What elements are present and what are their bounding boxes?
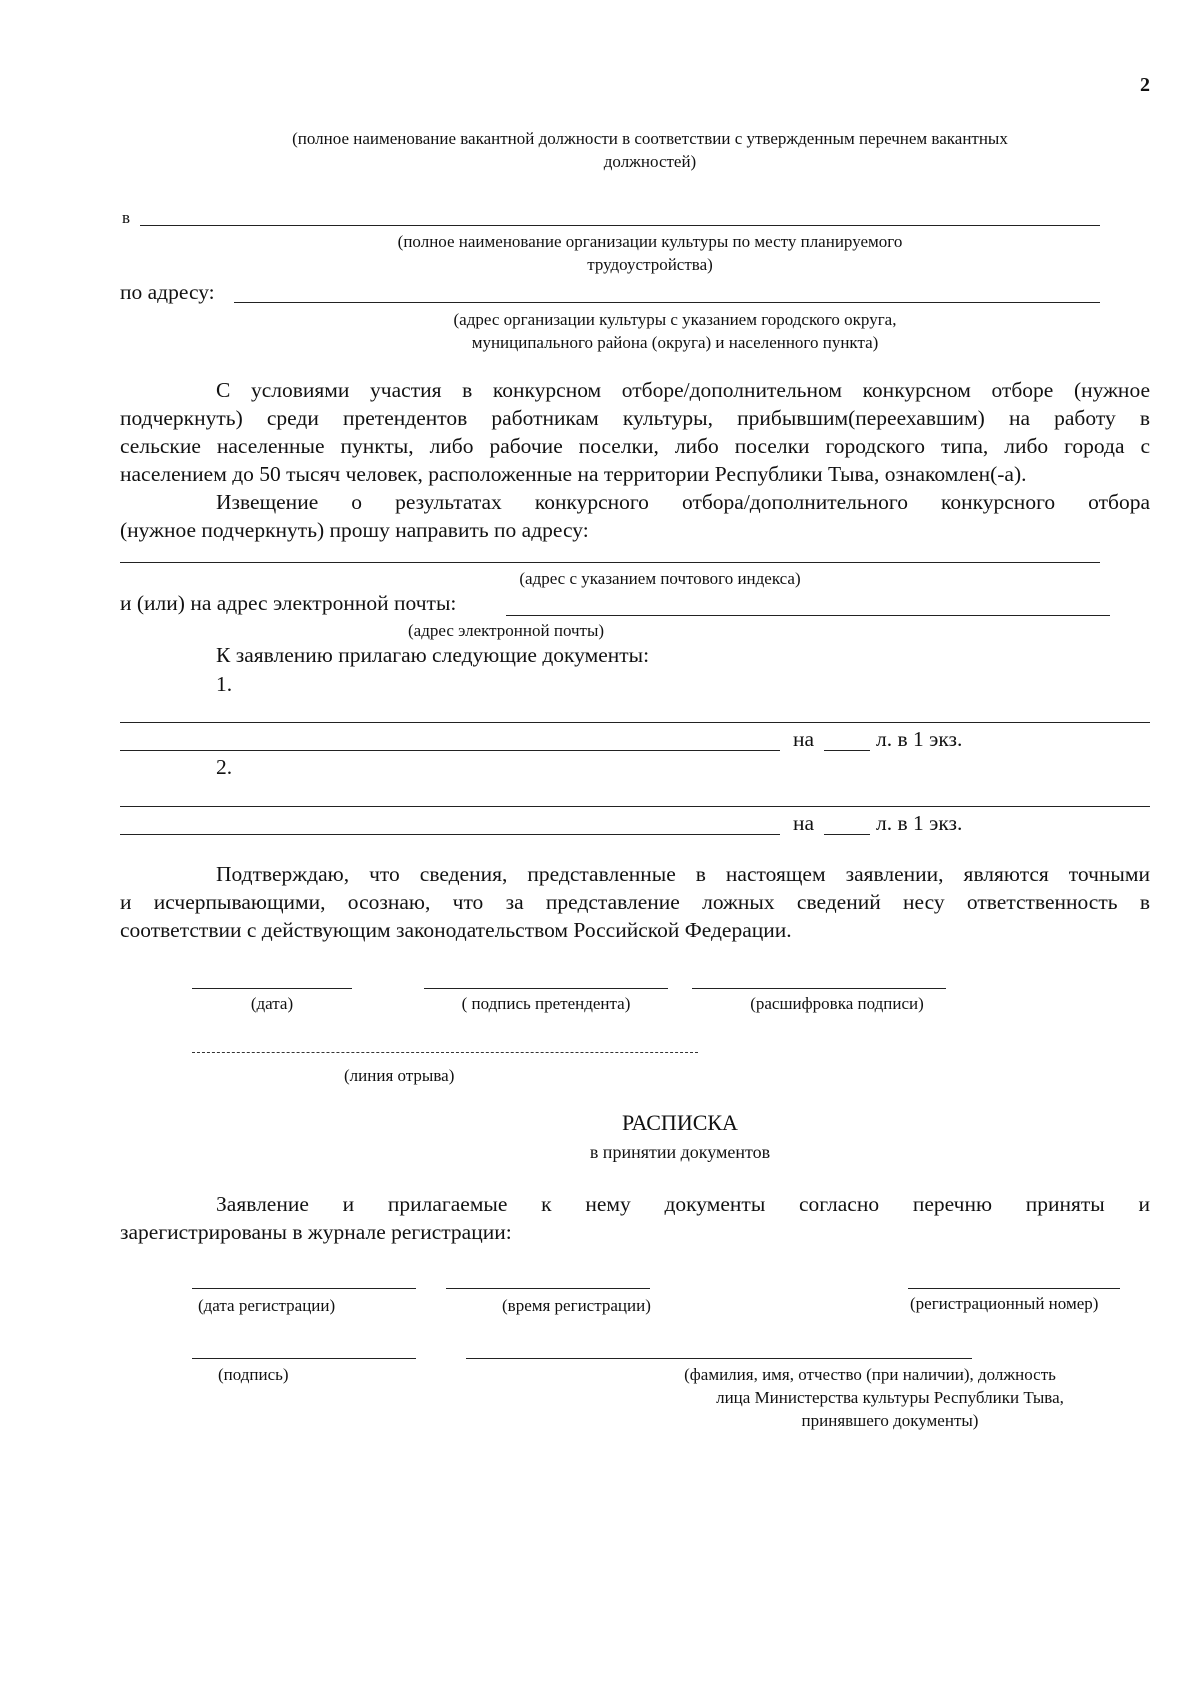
receipt-paragraph xyxy=(120,1190,1150,1246)
notice-line: (нужное подчеркнуть) прошу направить по адресу: xyxy=(120,518,589,542)
attachment-number: 1. xyxy=(216,672,233,696)
address-caption-line-1: (адрес организации культуры с указанием городского округа, xyxy=(453,310,897,329)
receipt-title: РАСПИСКА xyxy=(622,1110,738,1135)
confirmation-paragraph xyxy=(120,860,1150,944)
tear-line-caption: (линия отрыва) xyxy=(344,1066,455,1085)
registration-time-line[interactable] xyxy=(446,1288,650,1289)
signature-decoding-line[interactable] xyxy=(692,988,946,989)
receipt-line: зарегистрированы в журнале регистрации: xyxy=(120,1220,512,1244)
page-number: 2 xyxy=(1140,74,1150,96)
address-label: по адресу: xyxy=(120,280,215,304)
signature-field-line[interactable] xyxy=(424,988,668,989)
email-caption: (адрес электронной почты) xyxy=(408,621,605,640)
attachment-na: на xyxy=(793,811,815,835)
attachment-copies: л. в 1 экз. xyxy=(876,811,963,835)
attachment-na: на xyxy=(793,727,815,751)
official-name-line[interactable] xyxy=(466,1358,972,1359)
org-caption-line-2: трудоустройства) xyxy=(587,255,713,274)
attachment-line[interactable] xyxy=(120,750,780,751)
date-field-line[interactable] xyxy=(192,988,352,989)
registration-number-line[interactable] xyxy=(908,1288,1120,1289)
attachments-intro: К заявлению прилагаю следующие документы: xyxy=(216,643,650,667)
postal-caption: (адрес с указанием почтового индекса) xyxy=(519,569,801,588)
notice-line: Извещение о результатах конкурсного отбора/дополнительного конкурсного отбора xyxy=(216,490,1150,514)
confirm-line: Подтверждаю, что сведения, представленные в настоящем заявлении, являются точными xyxy=(216,862,1150,886)
terms-line: С условиями участия в конкурсном отборе/дополнительном конкурсном отборе (нужное xyxy=(216,378,1150,402)
signature-caption: ( подпись претендента) xyxy=(461,994,631,1013)
terms-line: подчеркнуть) среди претендентов работникам культуры, прибывшим(переехавшим) на работу в xyxy=(120,406,1150,430)
registration-date-line[interactable] xyxy=(192,1288,416,1289)
official-name-caption-2: лица Министерства культуры Республики Тыва, xyxy=(716,1388,1064,1407)
tear-line xyxy=(192,1052,698,1053)
org-prefix: в xyxy=(122,208,131,227)
email-line[interactable] xyxy=(506,615,1110,616)
registration-date-caption: (дата регистрации) xyxy=(198,1296,336,1315)
registration-time-caption: (время регистрации) xyxy=(502,1296,651,1315)
registration-number-caption: (регистрационный номер) xyxy=(910,1294,1099,1313)
attachment-copies: л. в 1 экз. xyxy=(876,727,963,751)
position-caption-line-2: должностей) xyxy=(603,152,697,171)
email-label: и (или) на адрес электронной почты: xyxy=(120,591,457,615)
terms-line: населением до 50 тысяч человек, расположенные на территории Республики Тыва, ознакомлен(-а). xyxy=(120,462,1027,486)
postal-address-line[interactable] xyxy=(120,562,1100,563)
position-caption-line-1: (полное наименование вакантной должности в соответствии с утвержденным перечнем вакантных xyxy=(292,129,1008,148)
decoding-caption: (расшифровка подписи) xyxy=(750,994,924,1013)
official-name-caption-3: принявшего документы) xyxy=(801,1411,979,1430)
attachment-line[interactable] xyxy=(120,722,1150,723)
attachment-line[interactable] xyxy=(120,806,1150,807)
official-signature-caption: (подпись) xyxy=(218,1365,289,1384)
confirm-line: соответствии с действующим законодательством Российской Федерации. xyxy=(120,918,792,942)
official-signature-line[interactable] xyxy=(192,1358,416,1359)
receipt-subtitle: в принятии документов xyxy=(589,1142,771,1162)
official-name-caption-1: (фамилия, имя, отчество (при наличии), должность xyxy=(684,1365,1056,1384)
address-line[interactable] xyxy=(234,302,1100,303)
org-caption-line-1: (полное наименование организации культуры по месту планируемого xyxy=(397,232,903,251)
attachment-pages-field[interactable] xyxy=(824,750,870,751)
terms-line: сельские населенные пункты, либо рабочие поселки, либо поселки городского типа, либо города с xyxy=(120,434,1150,458)
terms-paragraph xyxy=(120,376,1150,488)
date-caption: (дата) xyxy=(250,994,294,1013)
confirm-line: и исчерпывающими, осознаю, что за представление ложных сведений несу ответственность в xyxy=(120,890,1150,914)
org-name-line[interactable] xyxy=(140,225,1100,226)
notice-paragraph xyxy=(120,488,1150,544)
attachment-number: 2. xyxy=(216,755,233,779)
receipt-line: Заявление и прилагаемые к нему документы согласно перечню приняты и xyxy=(216,1192,1150,1216)
attachment-line[interactable] xyxy=(120,834,780,835)
address-caption-line-2: муниципального района (округа) и населенного пункта) xyxy=(471,333,879,352)
attachment-pages-field[interactable] xyxy=(824,834,870,835)
